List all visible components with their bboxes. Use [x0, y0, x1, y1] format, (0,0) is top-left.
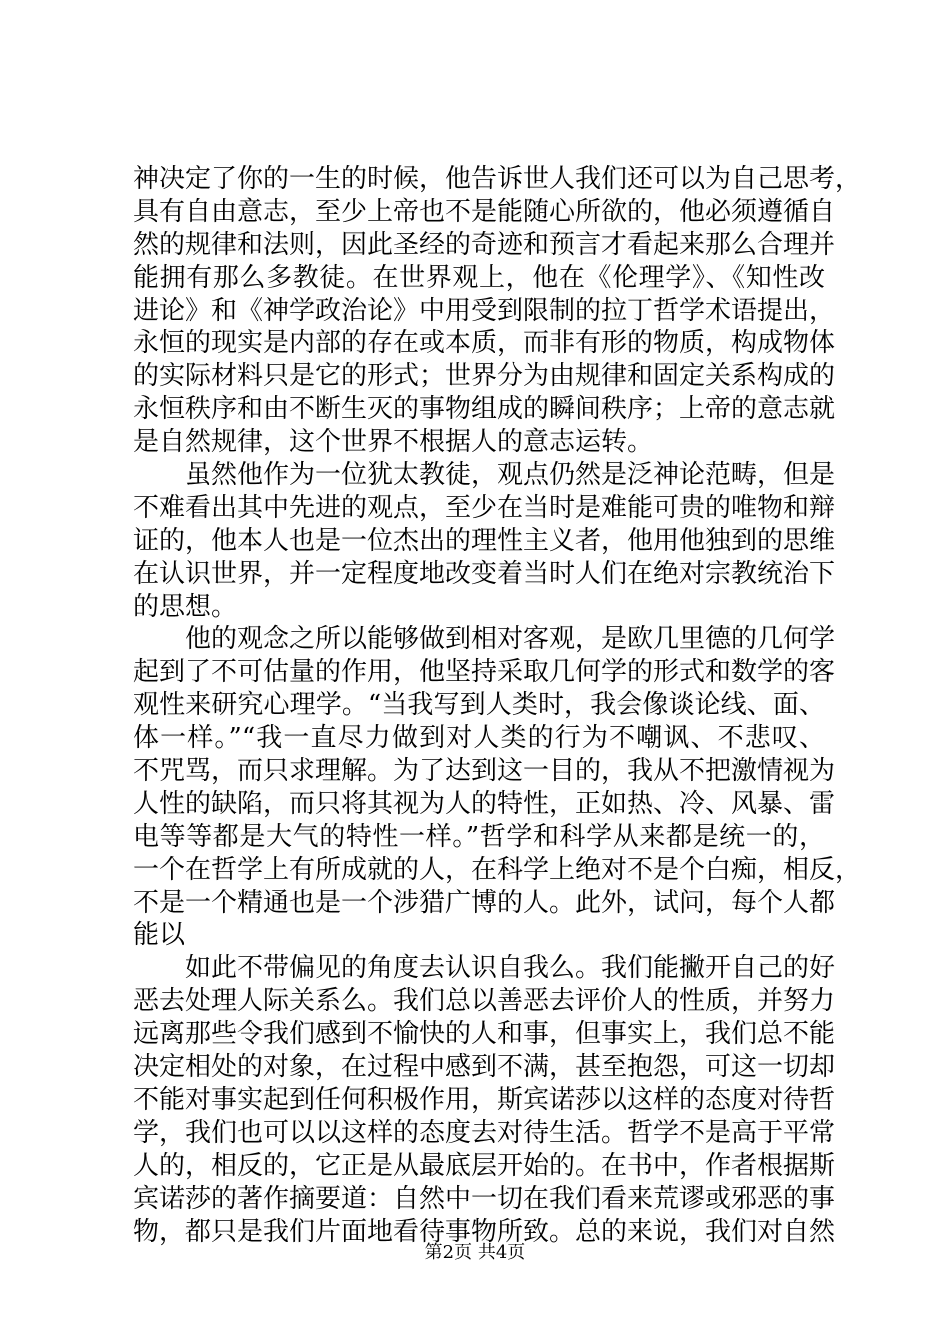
text-line: 进论》和《神学政治论》中用受到限制的拉丁哲学术语提出，	[133, 295, 836, 326]
text-line: 体一样。”“我一直尽力做到对人类的行为不嘲讽、不悲叹、	[133, 723, 825, 754]
text-line: 学，我们也可以以这样的态度去对待生活。哲学不是高于平常	[133, 1117, 836, 1148]
text-line: 能以	[133, 920, 186, 951]
paragraph	[133, 952, 836, 1248]
text-line: 具有自由意志，至少上帝也不是能随心所欲的，他必须遵循自	[133, 196, 836, 227]
text-line: 一个在哲学上有所成就的人，在科学上绝对不是个白痴，相反，	[133, 854, 862, 885]
text-line: 不是一个精通也是一个涉猎广博的人。此外，试问，每个人都	[133, 887, 836, 918]
text-line: 如此不带偏见的角度去认识自我么。我们能撇开自己的好	[185, 953, 836, 984]
text-line: 不咒骂，而只求理解。为了达到这一目的，我从不把激情视为	[133, 756, 836, 787]
text-line: 人性的缺陷，而只将其视为人的特性，正如热、冷、风暴、雷	[133, 788, 836, 819]
text-line: 的实际材料只是它的形式；世界分为由规律和固定关系构成的	[133, 361, 836, 392]
text-line: 远离那些令我们感到不愉快的人和事，但事实上，我们总不能	[133, 1019, 836, 1050]
text-line: 电等等都是大气的特性一样。”哲学和科学从来都是统一的，	[133, 821, 825, 852]
text-line: 的思想。	[133, 591, 238, 622]
text-line: 永恒秩序和由不断生灭的事物组成的瞬间秩序；上帝的意志就	[133, 394, 836, 425]
text-line: 虽然他作为一位犹太教徒，观点仍然是泛神论范畴，但是	[185, 460, 836, 491]
text-line: 恶去处理人际关系么。我们总以善恶去评价人的性质，并努力	[133, 986, 836, 1017]
paragraph	[133, 163, 862, 459]
text-line: 宾诺莎的著作摘要道：自然中一切在我们看来荒谬或邪恶的事	[133, 1183, 836, 1214]
text-line: 在认识世界，并一定程度地改变着当时人们在绝对宗教统治下	[133, 558, 836, 589]
text-line: 永恒的现实是内部的存在或本质，而非有形的物质，构成物体	[133, 328, 836, 359]
text-line: 起到了不可估量的作用，他坚持采取几何学的形式和数学的客	[133, 657, 836, 688]
text-line: 人的，相反的，它正是从最底层开始的。在书中，作者根据斯	[133, 1150, 836, 1181]
text-line: 证的，他本人也是一位杰出的理性主义者，他用他独到的思维	[133, 525, 836, 556]
paragraph	[133, 623, 862, 952]
text-line: 物，都只是我们片面地看待事物所致。总的来说，我们对自然	[133, 1216, 836, 1247]
text-line: 观性来研究心理学。“当我写到人类时，我会像谈论线、面、	[133, 690, 825, 721]
text-line: 不难看出其中先进的观点，至少在当时是难能可贵的唯物和辩	[133, 492, 836, 523]
text-line: 是自然规律，这个世界不根据人的意志运转。	[133, 427, 654, 458]
text-line: 神决定了你的一生的时候，他告诉世人我们还可以为自己思考，	[133, 164, 862, 194]
page-footer: 第2页 共4页	[424, 1242, 526, 1263]
text-line: 能拥有那么多教徒。在世界观上，他在《伦理学》、《知性改	[133, 262, 825, 293]
text-line: 然的规律和法则，因此圣经的奇迹和预言才看起来那么合理并	[133, 229, 836, 260]
text-line: 决定相处的对象，在过程中感到不满，甚至抱怨，可这一切却	[133, 1052, 836, 1083]
text-line: 他的观念之所以能够做到相对客观，是欧几里德的几何学	[185, 624, 836, 655]
paragraph	[133, 459, 836, 623]
text-line: 不能对事实起到任何积极作用，斯宾诺莎以这样的态度对待哲	[133, 1084, 836, 1115]
document-body	[133, 163, 862, 1248]
